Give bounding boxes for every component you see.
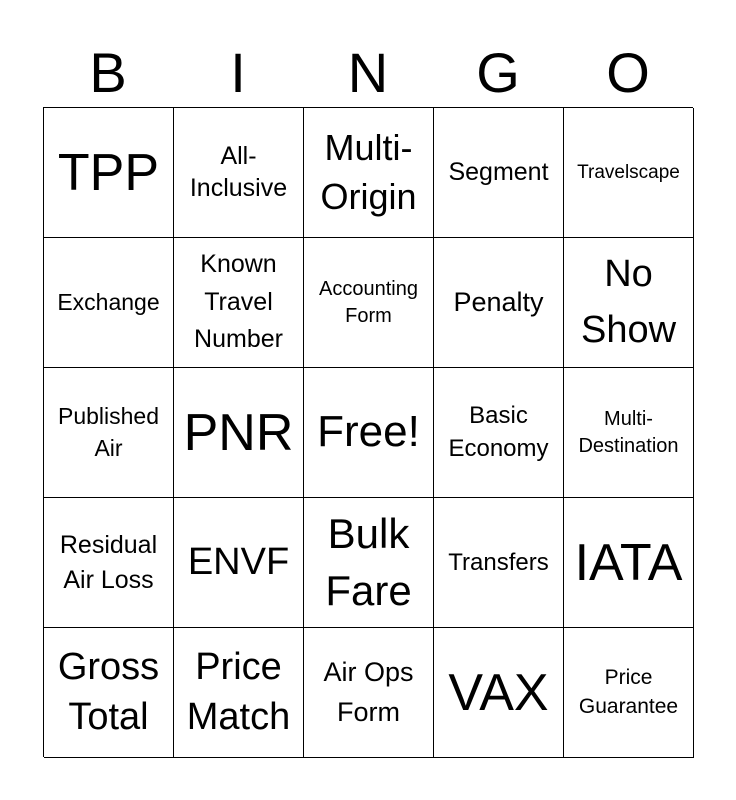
bingo-cell-r5c2[interactable] (174, 628, 304, 758)
cell-label: Price Match (186, 646, 291, 738)
cell-label: Basic Economy (448, 402, 549, 462)
cell-label: Known Travel Number (194, 250, 283, 354)
cell-label: Air Ops Form (323, 657, 414, 727)
bingo-cell-r1c3[interactable] (304, 108, 434, 238)
bingo-cell-r5c1[interactable] (44, 628, 174, 758)
header-letter-i: I (230, 41, 246, 104)
bingo-cell-r1c1[interactable] (44, 108, 174, 238)
cell-label: Transfers (448, 548, 549, 576)
bingo-cell-r3c3[interactable] (304, 368, 434, 498)
bingo-cell-r3c4[interactable] (434, 368, 564, 498)
bingo-cell-r5c5[interactable] (564, 628, 694, 758)
cell-label: Exchange (57, 289, 160, 316)
bingo-cell-r5c4[interactable] (434, 628, 564, 758)
cell-label: All- Inclusive (189, 142, 288, 202)
cell-label: Accounting Form (319, 277, 418, 327)
bingo-cell-r2c2[interactable] (174, 238, 304, 368)
cell-label: Travelscape (577, 161, 680, 183)
bingo-cell-r3c5[interactable] (564, 368, 694, 498)
cell-label: Gross Total (57, 646, 160, 738)
bingo-cell-r1c2[interactable] (174, 108, 304, 238)
header-letter-b: B (89, 41, 127, 104)
bingo-cell-r5c3[interactable] (304, 628, 434, 758)
header-letter-o: O (606, 41, 650, 104)
bingo-cell-r2c3[interactable] (304, 238, 434, 368)
cell-label: No Show (580, 253, 677, 351)
cell-label: Free! (317, 407, 420, 457)
cell-label: VAX (448, 663, 549, 722)
bingo-cell-r1c4[interactable] (434, 108, 564, 238)
cell-label: Published Air (57, 403, 160, 461)
cell-label: Multi- Origin (320, 126, 417, 217)
bingo-cell-r1c5[interactable] (564, 108, 694, 238)
cell-label: IATA (574, 533, 683, 592)
bingo-cell-r3c1[interactable] (44, 368, 174, 498)
cell-label: PNR (183, 403, 294, 462)
bingo-header (43, 38, 693, 108)
cell-label: Penalty (453, 286, 544, 317)
header-letter-n: N (347, 41, 389, 104)
cell-label: TPP (57, 143, 160, 202)
cell-label: Segment (448, 157, 549, 186)
cell-label: Bulk Fare (325, 509, 412, 614)
bingo-cell-r4c2[interactable] (174, 498, 304, 628)
bingo-cell-r2c4[interactable] (434, 238, 564, 368)
cell-label: Price Guarantee (578, 666, 679, 718)
bingo-cell-r4c1[interactable] (44, 498, 174, 628)
bingo-cell-r4c5[interactable] (564, 498, 694, 628)
cell-label: ENVF (187, 540, 290, 583)
bingo-cell-r2c1[interactable] (44, 238, 174, 368)
bingo-cell-r4c3[interactable] (304, 498, 434, 628)
bingo-cell-r2c5[interactable] (564, 238, 694, 368)
cell-label: Multi- Destination (578, 407, 679, 457)
header-letter-g: G (476, 41, 520, 104)
bingo-cell-r4c4[interactable] (434, 498, 564, 628)
bingo-cell-r3c2[interactable] (174, 368, 304, 498)
cell-label: Residual Air Loss (59, 530, 158, 594)
bingo-board (43, 107, 693, 757)
